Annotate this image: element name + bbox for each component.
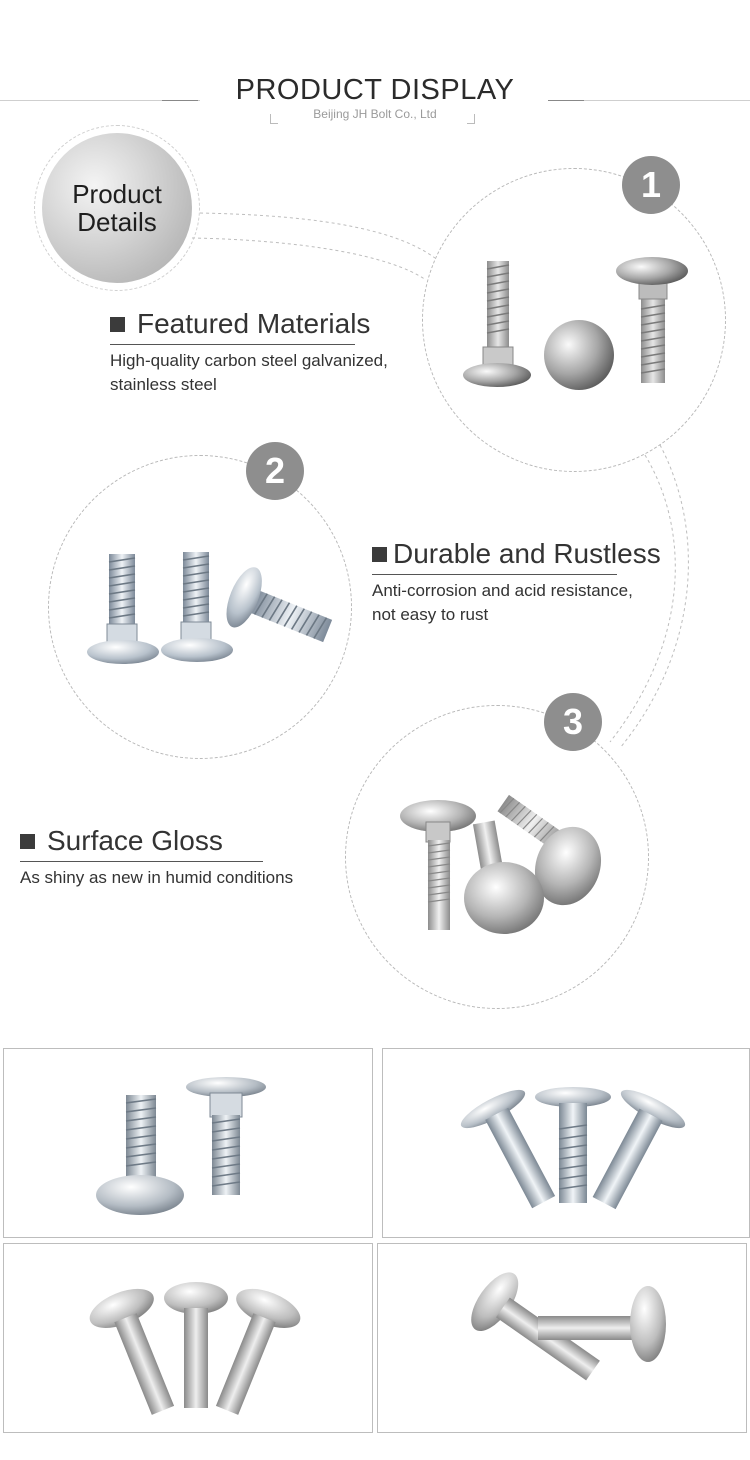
feature-2-title: Durable and Rustless bbox=[393, 538, 661, 569]
feature-1-underline bbox=[110, 344, 355, 345]
badge-line-2: Details bbox=[77, 207, 157, 237]
zinc-bolts-image bbox=[49, 456, 353, 760]
two-stainless-bolts-photo bbox=[378, 1244, 747, 1433]
photo-grid-item-1 bbox=[3, 1048, 373, 1238]
feature-3-title: Surface Gloss bbox=[47, 825, 223, 856]
feature-2-text bbox=[372, 538, 692, 627]
photo-grid-item-3 bbox=[3, 1243, 373, 1433]
feature-1-photo-circle bbox=[422, 168, 726, 472]
feature-1-description bbox=[110, 349, 430, 397]
feature-2-number: 2 bbox=[246, 442, 304, 500]
feature-1-number: 1 bbox=[622, 156, 680, 214]
polished-bolts-image bbox=[346, 706, 650, 1010]
feature-2-description bbox=[372, 579, 692, 627]
product-details-badge bbox=[34, 125, 200, 291]
feature-1-heading bbox=[110, 308, 430, 340]
bolt-trio-image bbox=[423, 169, 727, 473]
feature-1-desc-line-2: stainless steel bbox=[110, 375, 217, 394]
feature-2-desc-line-1: Anti-corrosion and acid resistance, bbox=[372, 581, 633, 600]
feature-2-desc-line-2: not easy to rust bbox=[372, 605, 489, 624]
photo-grid-item-4 bbox=[377, 1243, 747, 1433]
feature-3-heading bbox=[20, 825, 340, 857]
feature-2-underline bbox=[372, 574, 617, 575]
feature-3-description bbox=[20, 866, 340, 890]
feature-3-text bbox=[20, 825, 340, 890]
two-bolts-photo bbox=[4, 1049, 373, 1238]
bullet-square bbox=[110, 317, 125, 332]
three-stainless-bolts-photo bbox=[4, 1244, 373, 1433]
photo-grid-item-2 bbox=[382, 1048, 750, 1238]
product-details-badge-inner bbox=[42, 133, 192, 283]
feature-3-underline bbox=[20, 861, 263, 862]
three-zinc-bolts-photo bbox=[383, 1049, 750, 1238]
feature-2-heading bbox=[372, 538, 692, 570]
feature-3-photo-circle bbox=[345, 705, 649, 1009]
feature-2-photo-circle bbox=[48, 455, 352, 759]
bullet-square bbox=[20, 834, 35, 849]
page-title: PRODUCT DISPLAY bbox=[235, 74, 515, 106]
feature-3-desc-line-1: As shiny as new in humid conditions bbox=[20, 868, 294, 887]
feature-1-text bbox=[110, 308, 430, 397]
bullet-square bbox=[372, 547, 387, 562]
feature-1-desc-line-1: High-quality carbon steel galvanized, bbox=[110, 351, 388, 370]
feature-1-title: Featured Materials bbox=[137, 308, 371, 339]
badge-line-1: Product bbox=[72, 179, 162, 209]
company-subtitle: Beijing JH Bolt Co., Ltd bbox=[313, 107, 437, 121]
feature-3-number: 3 bbox=[544, 693, 602, 751]
